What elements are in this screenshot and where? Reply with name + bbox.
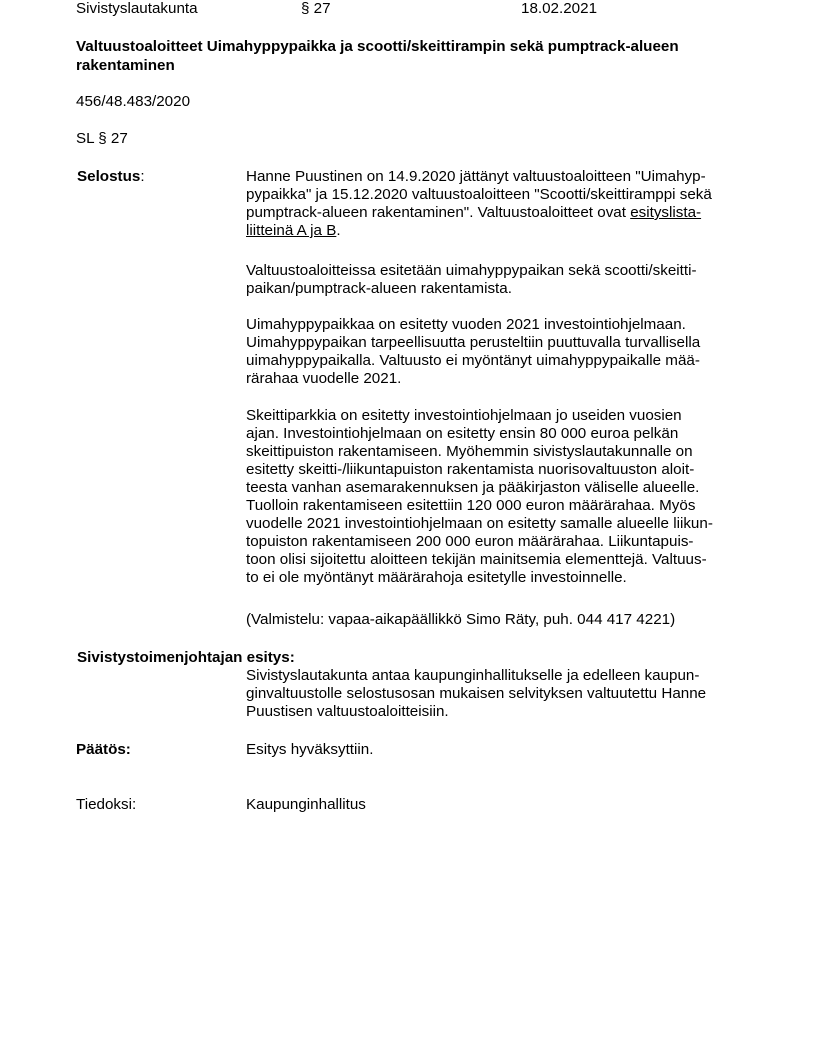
text-line: vuodelle 2021 investointiohjelmaan on esitetty samalle alueelle liikun- xyxy=(246,515,713,532)
esitys-label: Sivistystoimenjohtajan esitys: xyxy=(77,649,295,666)
text-line: rärahaa vuodelle 2021. xyxy=(246,370,402,387)
text-line: Puustisen valtuustoaloitteisiin. xyxy=(246,703,449,720)
text-segment: pumptrack-alueen rakentaminen". Valtuustoaloitteet ovat xyxy=(246,204,631,221)
text-line: uimahyppypaikalla. Valtuusto ei myöntänyt uimahyppypaikalle mää- xyxy=(246,352,700,369)
selostus-label-text: Selostus xyxy=(77,168,141,185)
text-line-with-link xyxy=(246,204,701,222)
paatos-label: Päätös: xyxy=(76,741,131,758)
text-line: paikan/pumptrack-alueen rakentamista. xyxy=(246,280,512,297)
header-section: § 27 xyxy=(301,0,331,17)
reference-number: 456/48.483/2020 xyxy=(76,93,191,110)
title-line-1: Valtuustoaloitteet Uimahyppypaikka ja scootti/skeittirampin sekä pumptrack-alueen xyxy=(76,38,679,55)
selostus-label-colon: : xyxy=(140,168,145,185)
sl-reference: SL § 27 xyxy=(76,130,128,147)
tiedoksi-text: Kaupunginhallitus xyxy=(246,796,366,813)
text-line: Valtuustoaloitteissa esitetään uimahyppypaikan sekä scootti/skeitti- xyxy=(246,262,697,279)
text-line: Sivistyslautakunta antaa kaupunginhallitukselle ja edelleen kaupun- xyxy=(246,667,700,684)
text-line: toon olisi sijoitettu aloitteen tekijän mainitsemia elementtejä. Valtuus- xyxy=(246,551,707,568)
text-line: Hanne Puustinen on 14.9.2020 jättänyt valtuustoaloitteen "Uimahyp- xyxy=(246,168,706,185)
paatos-text: Esitys hyväksyttiin. xyxy=(246,741,374,758)
text-line: Uimahyppypaikkaa on esitetty vuoden 2021 investointiohjelmaan. xyxy=(246,316,686,333)
text-line: Skeittiparkkia on esitetty investointiohjelmaan jo useiden vuosien xyxy=(246,407,682,424)
text-line: skeittipuiston rakentamiseen. Myöhemmin sivistyslautakunnalle on xyxy=(246,443,693,460)
text-line: topuiston rakentamiseen 200 000 euron määrärahaa. Liikuntapuis- xyxy=(246,533,694,550)
text-line: ajan. Investointiohjelmaan on esitetty ensin 80 000 euroa pelkän xyxy=(246,425,679,442)
tiedoksi-label: Tiedoksi: xyxy=(76,796,137,813)
text-segment: . xyxy=(336,222,341,239)
preparer-note: (Valmistelu: vapaa-aikapäällikkö Simo Räty, puh. 044 417 4221) xyxy=(246,611,676,628)
text-line: Uimahyppypaikan tarpeellisuutta perusteltiin puuttuvalla turvallisella xyxy=(246,334,701,351)
text-line: pypaikka" ja 15.12.2020 valtuustoaloitteen "Scootti/skeittiramppi sekä xyxy=(246,186,712,203)
text-line: to ei ole myöntänyt määrärahoja esitetylle investoinnelle. xyxy=(246,569,627,586)
attachment-link-part-2[interactable]: liitteinä A ja B xyxy=(246,222,337,239)
attachment-link-part-1[interactable]: esityslista- xyxy=(630,204,702,221)
header-date: 18.02.2021 xyxy=(521,0,598,17)
text-line: teesta vanhan asemarakennuksen ja pääkirjaston väliselle alueelle. xyxy=(246,479,700,496)
text-line: ginvaltuustolle selostusosan mukaisen selvityksen valtuutettu Hanne xyxy=(246,685,707,702)
text-line: esitetty skeitti-/liikuntapuiston rakentamista nuorisovaltuuston aloit- xyxy=(246,461,695,478)
title-line-2: rakentaminen xyxy=(76,57,175,74)
selostus-label xyxy=(77,168,145,185)
header-committee: Sivistyslautakunta xyxy=(76,0,198,17)
text-line-with-link xyxy=(246,222,341,240)
text-line: Tuolloin rakentamiseen esitettiin 120 000 euron määrärahaa. Myös xyxy=(246,497,696,514)
